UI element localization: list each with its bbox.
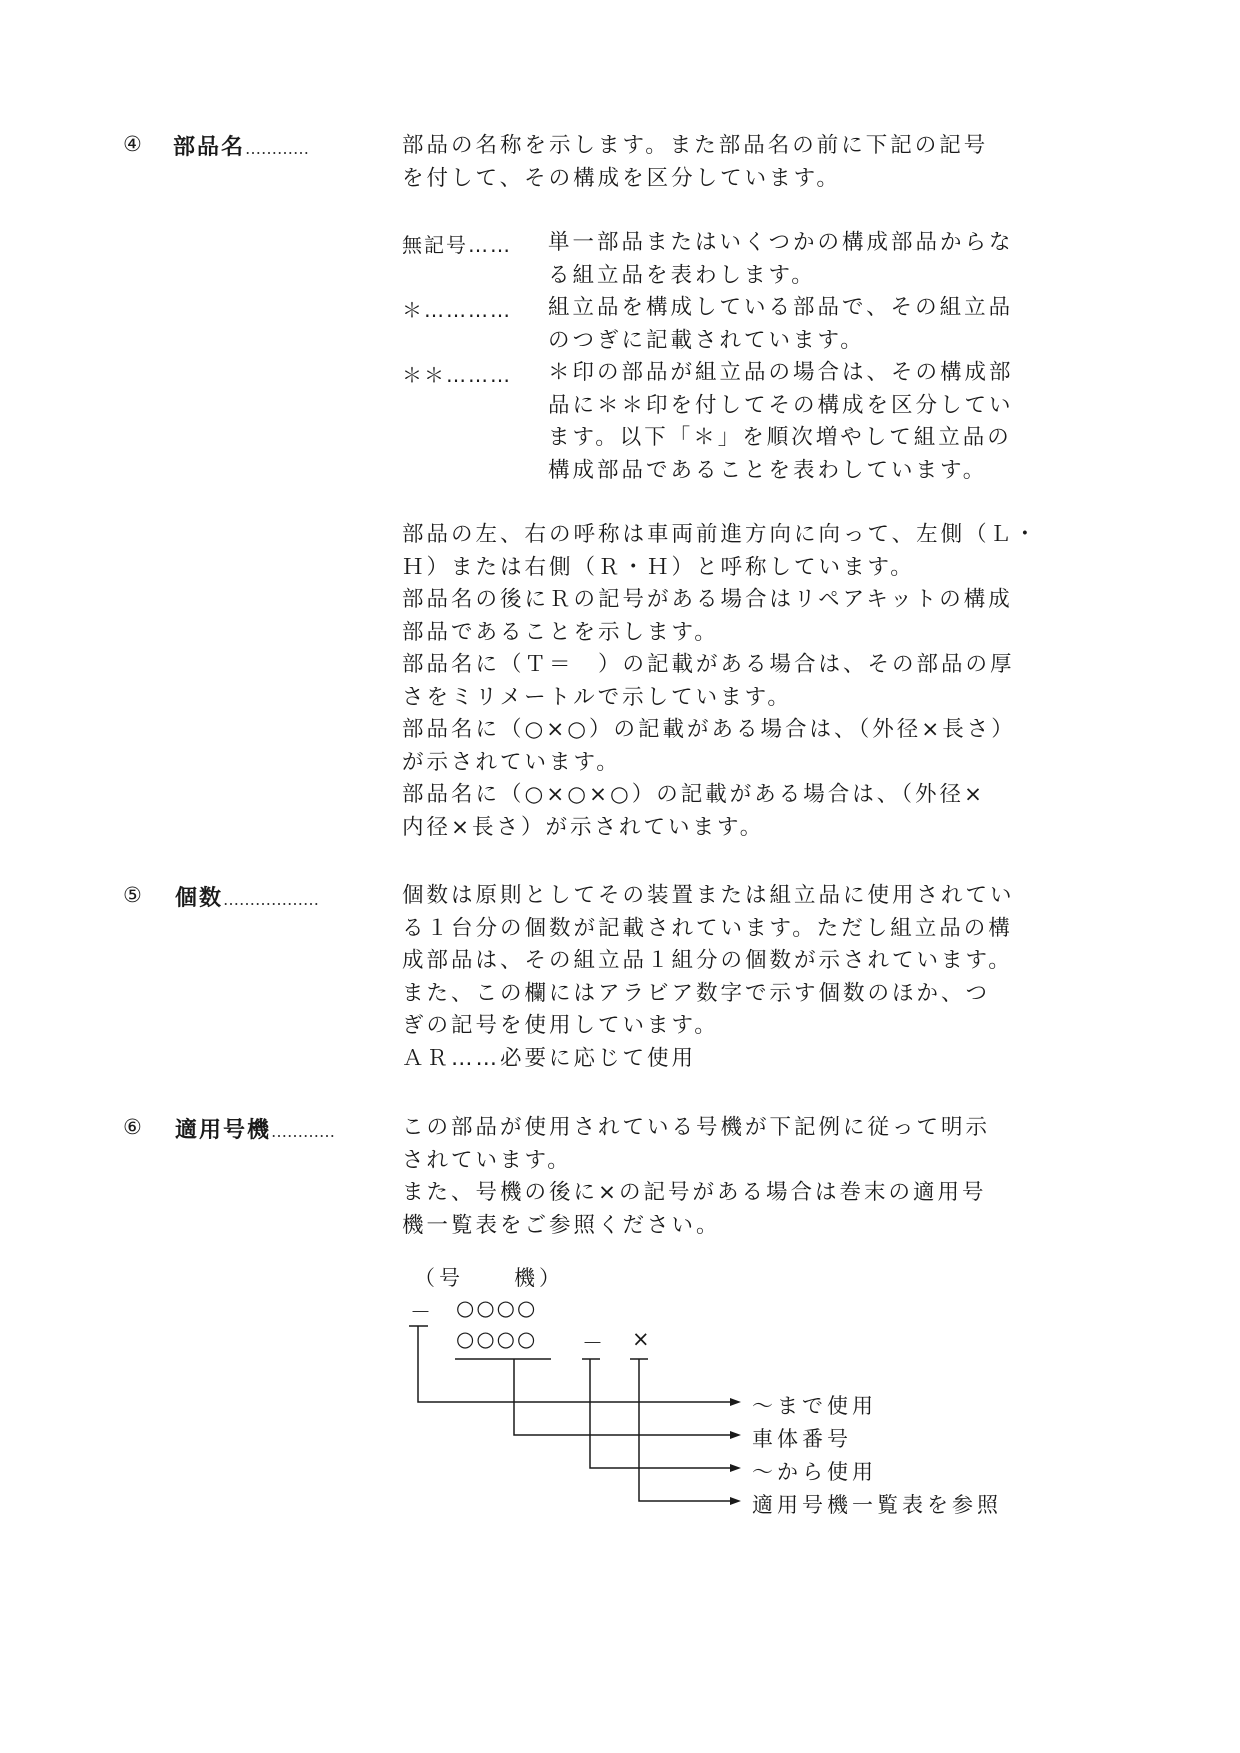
symbol-label-single-asterisk: ＊………… bbox=[402, 298, 512, 322]
connector-table bbox=[639, 1359, 730, 1501]
desc-line: る組立品を表わします。 bbox=[548, 262, 816, 288]
heading-text: 個数 bbox=[175, 886, 224, 911]
note-line: 内径×長さ）が示されています。 bbox=[402, 814, 765, 840]
connector-from bbox=[590, 1359, 730, 1468]
note-line: 部品であることを示します。 bbox=[402, 619, 719, 645]
desc-line: また、この欄にはアラビア数字で示す個数のほか、つ bbox=[402, 980, 991, 1006]
part-name-notes bbox=[402, 519, 1039, 844]
part-name-description bbox=[402, 130, 988, 195]
leader-dots: ………… bbox=[271, 1122, 336, 1141]
arrowhead bbox=[730, 1497, 741, 1505]
note-line: 部品名に（○×○×○）の記載がある場合は、（外径× bbox=[402, 782, 986, 807]
section-number-4: ④ bbox=[123, 132, 142, 156]
desc-line: 個数は原則としてその装置または組立品に使用されてい bbox=[402, 883, 1015, 908]
arrowhead bbox=[730, 1431, 741, 1439]
desc-line: 部品の名称を示します。また部品名の前に下記の記号 bbox=[402, 133, 989, 158]
diagram-x-mark: × bbox=[632, 1327, 654, 1351]
quantity-description bbox=[402, 880, 1015, 1075]
desc-line: されています。 bbox=[402, 1147, 572, 1173]
note-line: さをミリメートルで示しています。 bbox=[402, 684, 792, 710]
section-number-5: ⑤ bbox=[123, 883, 142, 907]
leader-dots: ……………… bbox=[223, 890, 320, 909]
desc-line: 機一覧表をご参照ください。 bbox=[402, 1212, 721, 1238]
diagram-circles-top: ○○○○ bbox=[456, 1296, 538, 1320]
connector-body-number bbox=[514, 1359, 730, 1435]
unit-number-diagram bbox=[400, 1250, 760, 1530]
symbol-label-double-asterisk: ＊＊……… bbox=[402, 363, 512, 387]
section-number-6: ⑥ bbox=[123, 1115, 142, 1139]
arrowhead bbox=[730, 1464, 741, 1472]
desc-line: 成部品は、その組立品１組分の個数が示されています。 bbox=[402, 948, 1013, 973]
note-line: 部品名に（○×○）の記載がある場合は、（外径×長さ） bbox=[402, 717, 1016, 742]
desc-line: 品に＊＊印を付してその構成を区分してい bbox=[548, 392, 1014, 418]
desc-line: 組立品を構成している部品で、その組立品 bbox=[548, 295, 1014, 320]
symbol-desc-single-asterisk bbox=[548, 292, 1013, 357]
arrowhead bbox=[730, 1398, 741, 1406]
section-heading-part-name bbox=[173, 130, 309, 161]
leader-dots: ………… bbox=[245, 139, 310, 158]
diagram-header: （号 機） bbox=[414, 1266, 564, 1290]
note-line: 部品名に（Ｔ＝ ）の記載がある場合は、その部品の厚 bbox=[402, 652, 1015, 677]
desc-line: ＊印の部品が組立品の場合は、その構成部 bbox=[548, 360, 1014, 385]
note-line: 部品名の後にＲの記号がある場合はリペアキットの構成 bbox=[402, 587, 1013, 612]
connector-until bbox=[418, 1326, 730, 1402]
desc-line: 単一部品またはいくつかの構成部品からな bbox=[548, 230, 1014, 255]
legend-see-table: 適用号機一覧表を参照 bbox=[752, 1493, 1002, 1517]
note-line: が示されています。 bbox=[402, 749, 621, 775]
heading-text: 適用号機 bbox=[175, 1118, 272, 1143]
desc-line: ます。以下「＊」を順次増やして組立品の bbox=[548, 425, 1012, 450]
section-heading-quantity bbox=[175, 881, 319, 912]
note-line: Ｈ）または右側（Ｒ・Ｈ）と呼称しています。 bbox=[402, 554, 915, 580]
diagram-circles-bottom: ○○○○ bbox=[456, 1327, 538, 1351]
desc-line: ＡＲ……必要に応じて使用 bbox=[402, 1045, 697, 1071]
desc-line: ぎの記号を使用しています。 bbox=[402, 1013, 719, 1038]
desc-line: また、号機の後に×の記号がある場合は巻末の適用号 bbox=[402, 1180, 987, 1205]
note-line: 部品の左、右の呼称は車両前進方向に向って、左側（Ｌ・ bbox=[402, 522, 1039, 547]
desc-line: を付して、その構成を区分しています。 bbox=[402, 165, 841, 191]
diagram-dash-top: － bbox=[410, 1300, 435, 1324]
legend-body-number: 車体番号 bbox=[752, 1427, 852, 1451]
desc-line: のつぎに記載されています。 bbox=[548, 327, 865, 353]
section-heading-applicable-units bbox=[175, 1113, 335, 1144]
legend-until-used: ～まで使用 bbox=[752, 1394, 877, 1418]
desc-line: 構成部品であることを表わしています。 bbox=[548, 457, 988, 483]
desc-line: る１台分の個数が記載されています。ただし組立品の構 bbox=[402, 915, 1013, 941]
desc-line: この部品が使用されている号機が下記例に従って明示 bbox=[402, 1115, 991, 1140]
heading-text: 部品名 bbox=[173, 135, 246, 160]
symbol-label-none: 無記号…… bbox=[402, 233, 512, 257]
applicable-units-description bbox=[402, 1112, 990, 1242]
diagram-dash-bottom: － bbox=[582, 1331, 607, 1355]
legend-from-used: ～から使用 bbox=[752, 1460, 877, 1484]
symbol-desc-none bbox=[548, 227, 1014, 292]
symbol-desc-double-asterisk bbox=[548, 357, 1014, 487]
